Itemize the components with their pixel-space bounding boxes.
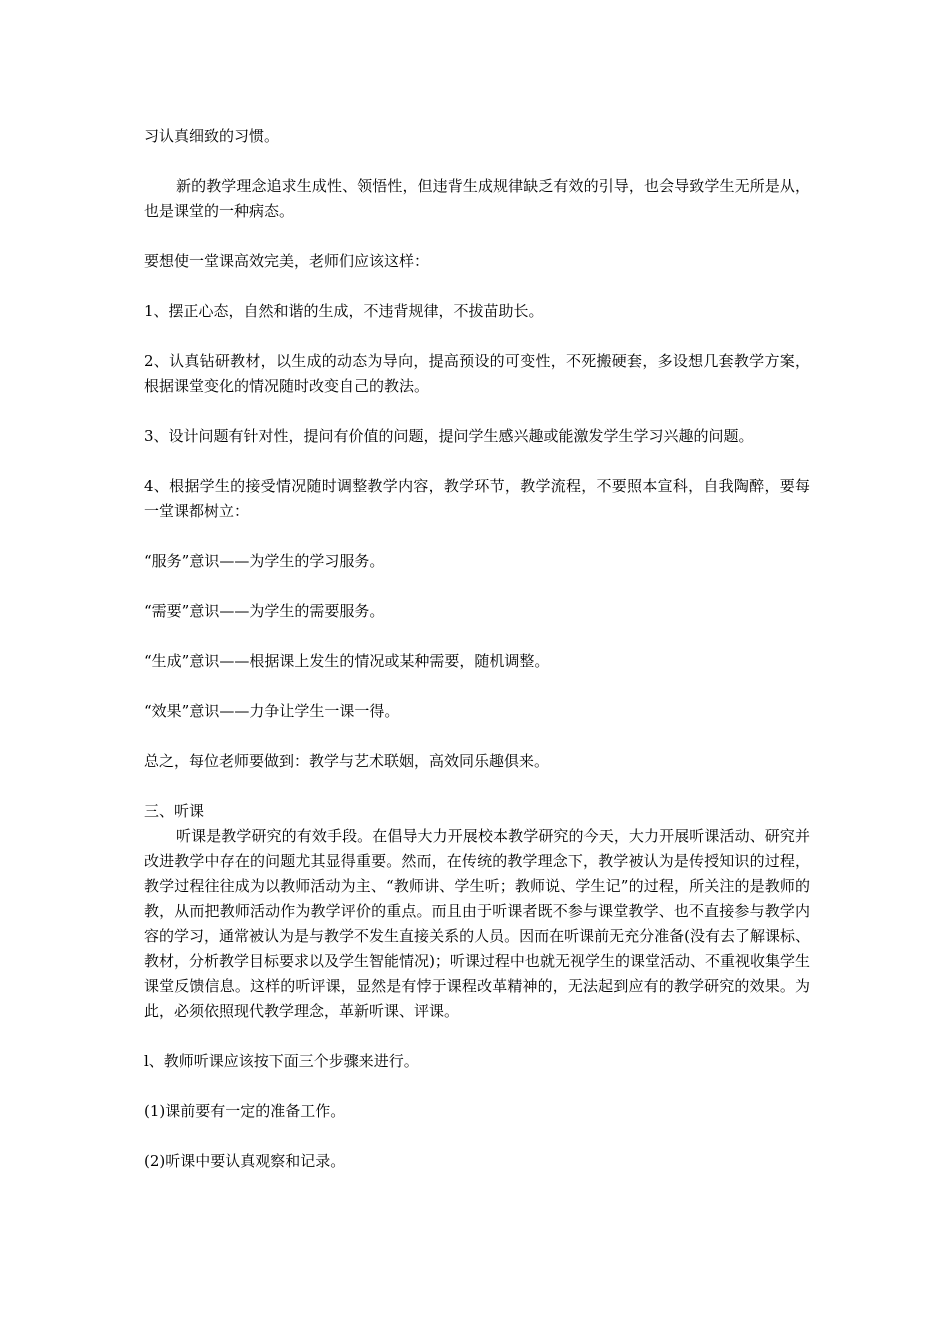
awareness-generation: “生成”意识——根据课上发生的情况或某种需要，随机调整。 (144, 652, 550, 670)
paragraph-summary: 总之，每位老师要做到：教学与艺术联姻，高效同乐趣俱来。 (144, 752, 550, 770)
list-item-1: 1、摆正心态，自然和谐的生成，不违背规律，不拔苗助长。 (144, 302, 544, 320)
document-page (144, 124, 810, 1199)
section-item-3: (2)听课中要认真观察和记录。 (144, 1152, 346, 1170)
list-item-2: 2、认真钻研教材，以生成的动态为导向，提高预设的可变性，不死搬硬套，多设想几套教学方案，根据课堂变化的情况随时改变自己的教法。 (144, 352, 810, 395)
list-item-4: 4、根据学生的接受情况随时调整教学内容，教学环节，教学流程，不要照本宣科，自我陶醉，要每一堂课都树立： (144, 477, 810, 520)
paragraph-intro: 要想使一堂课高效完美，老师们应该这样： (144, 252, 430, 270)
section-item-1: l、教师听课应该按下面三个步骤来进行。 (144, 1052, 419, 1070)
awareness-effect: “效果”意识——力争让学生一课一得。 (144, 702, 400, 720)
section-body: 听课是教学研究的有效手段。在倡导大力开展校本教学研究的今天，大力开展听课活动、研究并改进教学中存在的问题尤其显得重要。然而，在传统的教学理念下，教学被认为是传授知识的过程，教学过程往往成为以教师活动为主、“教师讲、学生听；教师说、学生记”的过程，所关注的是教师的教，从而把教师活动作为教学评价的重点。而且由于听课者既不参与课堂教学、也不直接参与教学内容的学习，通常被认为是与教学不发生直接关系的人员。因而在听课前无充分准备(没有去了解课标、教材，分析教学目标要求以及学生智能情况)；听课过程中也就无视学生的课堂活动、不重视收集学生课堂反馈信息。这样的听评课，显然是有悖于课程改革精神的，无法起到应有的教学研究的效果。为此，必须依照现代教学理念，革新听课、评课。 (144, 827, 810, 1020)
awareness-need: “需要”意识——为学生的需要服务。 (144, 602, 385, 620)
section-item-2: (1)课前要有一定的准备工作。 (144, 1102, 346, 1120)
list-item-3: 3、设计问题有针对性，提问有价值的问题，提问学生感兴趣或能激发学生学习兴趣的问题。 (144, 427, 754, 445)
paragraph-habit: 习认真细致的习惯。 (144, 127, 280, 145)
paragraph-new-concept: 新的教学理念追求生成性、领悟性，但违背生成规律缺乏有效的引导，也会导致学生无所是从，也是课堂的一种病态。 (144, 177, 810, 220)
section-heading: 三、听课 (144, 802, 205, 820)
awareness-service: “服务”意识——为学生的学习服务。 (144, 552, 385, 570)
